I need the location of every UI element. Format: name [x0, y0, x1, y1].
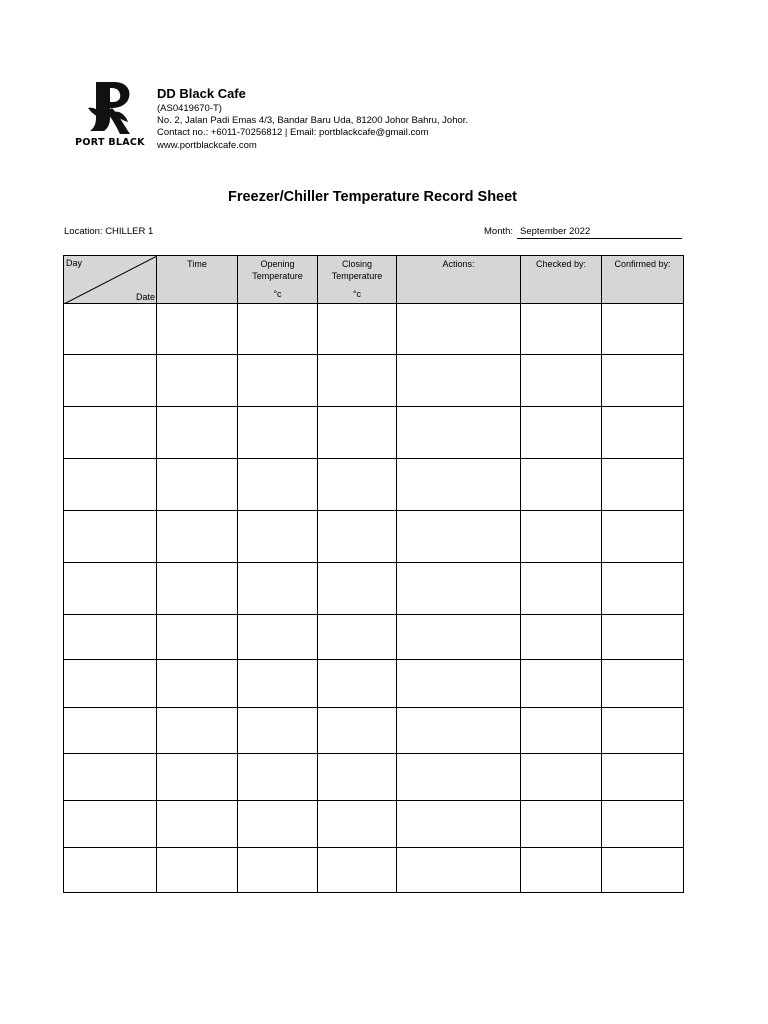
checked-by-cell[interactable]	[521, 708, 602, 754]
day-date-cell[interactable]	[64, 304, 157, 355]
company-address: No. 2, Jalan Padi Emas 4/3, Bandar Baru Uda, 81200 Johor Bahru, Johor.	[157, 115, 469, 127]
checked-by-cell[interactable]	[521, 754, 602, 801]
opening-temp-cell[interactable]	[238, 848, 318, 893]
closing-temp-cell[interactable]	[318, 407, 397, 459]
port-black-logo-mark	[84, 78, 136, 136]
checked-by-cell[interactable]	[521, 304, 602, 355]
closing-temp-cell[interactable]	[318, 511, 397, 563]
table-row	[64, 708, 684, 754]
confirmed-by-cell[interactable]	[602, 563, 684, 615]
opening-unit: °c	[273, 289, 282, 299]
table-row	[64, 304, 684, 355]
location-label: Location: CHILLER 1	[64, 226, 154, 237]
table-body	[64, 304, 684, 893]
day-date-cell[interactable]	[64, 563, 157, 615]
actions-cell[interactable]	[397, 407, 521, 459]
day-date-cell[interactable]	[64, 615, 157, 660]
opening-temperature-header	[238, 256, 318, 304]
day-date-cell[interactable]	[64, 660, 157, 708]
day-date-cell[interactable]	[64, 848, 157, 893]
actions-cell[interactable]	[397, 801, 521, 848]
time-cell[interactable]	[157, 355, 238, 407]
day-date-cell[interactable]	[64, 511, 157, 563]
opening-temp-cell[interactable]	[238, 754, 318, 801]
day-label: Day	[66, 258, 83, 268]
opening-temperature-label: Temperature	[252, 271, 303, 281]
table-row	[64, 407, 684, 459]
confirmed-by-label: Confirmed by:	[614, 259, 671, 269]
opening-temp-cell[interactable]	[238, 511, 318, 563]
checked-by-cell[interactable]	[521, 660, 602, 708]
closing-temp-cell[interactable]	[318, 355, 397, 407]
confirmed-by-cell[interactable]	[602, 801, 684, 848]
checked-by-cell[interactable]	[521, 801, 602, 848]
confirmed-by-cell[interactable]	[602, 304, 684, 355]
day-date-cell[interactable]	[64, 459, 157, 511]
actions-cell[interactable]	[397, 304, 521, 355]
closing-temp-cell[interactable]	[318, 848, 397, 893]
table-row	[64, 511, 684, 563]
month-label: Month:	[484, 226, 514, 237]
time-cell[interactable]	[157, 708, 238, 754]
date-label: Date	[135, 292, 155, 302]
time-cell[interactable]	[157, 511, 238, 563]
closing-label: Closing	[341, 259, 372, 269]
time-cell[interactable]	[157, 848, 238, 893]
closing-temperature-header	[318, 256, 397, 304]
closing-temp-cell[interactable]	[318, 708, 397, 754]
checked-by-cell[interactable]	[521, 848, 602, 893]
opening-temp-cell[interactable]	[238, 407, 318, 459]
closing-temp-cell[interactable]	[318, 754, 397, 801]
actions-cell[interactable]	[397, 615, 521, 660]
checked-by-cell[interactable]	[521, 563, 602, 615]
temperature-record-table	[63, 255, 684, 893]
closing-temp-cell[interactable]	[318, 801, 397, 848]
opening-temp-cell[interactable]	[238, 459, 318, 511]
actions-cell[interactable]	[397, 563, 521, 615]
time-cell[interactable]	[157, 801, 238, 848]
opening-temp-cell[interactable]	[238, 615, 318, 660]
checked-by-cell[interactable]	[521, 615, 602, 660]
closing-temp-cell[interactable]	[318, 459, 397, 511]
actions-cell[interactable]	[397, 660, 521, 708]
company-name: DD Black Cafe	[157, 86, 246, 101]
time-cell[interactable]	[157, 407, 238, 459]
table-row	[64, 459, 684, 511]
opening-temp-cell[interactable]	[238, 355, 318, 407]
day-date-cell[interactable]	[64, 801, 157, 848]
checked-by-cell[interactable]	[521, 407, 602, 459]
table-row	[64, 848, 684, 893]
closing-temp-cell[interactable]	[318, 304, 397, 355]
opening-temp-cell[interactable]	[238, 660, 318, 708]
actions-label: Actions:	[442, 259, 475, 269]
confirmed-by-cell[interactable]	[602, 459, 684, 511]
time-cell[interactable]	[157, 563, 238, 615]
company-contact: Contact no.: +6011-70256812 | Email: portblackcafe@gmail.com	[157, 127, 429, 139]
confirmed-by-cell[interactable]	[602, 615, 684, 660]
actions-cell[interactable]	[397, 511, 521, 563]
sheet-title: Freezer/Chiller Temperature Record Sheet	[227, 189, 518, 205]
actions-cell[interactable]	[397, 459, 521, 511]
actions-header	[397, 256, 521, 304]
checked-by-cell[interactable]	[521, 355, 602, 407]
time-cell[interactable]	[157, 304, 238, 355]
time-header	[157, 256, 238, 304]
actions-cell[interactable]	[397, 708, 521, 754]
table-row	[64, 754, 684, 801]
confirmed-by-cell[interactable]	[602, 355, 684, 407]
confirmed-by-cell[interactable]	[602, 660, 684, 708]
opening-temp-cell[interactable]	[238, 801, 318, 848]
time-cell[interactable]	[157, 754, 238, 801]
month-field[interactable]: September 2022	[517, 224, 682, 239]
confirmed-by-cell[interactable]	[602, 511, 684, 563]
opening-label: Opening	[260, 259, 295, 269]
day-date-cell[interactable]	[64, 407, 157, 459]
closing-unit: °c	[352, 289, 362, 299]
confirmed-by-cell[interactable]	[602, 407, 684, 459]
day-date-cell[interactable]	[64, 708, 157, 754]
confirmed-by-cell[interactable]	[602, 754, 684, 801]
company-info	[157, 86, 468, 152]
confirmed-by-cell[interactable]	[602, 708, 684, 754]
checked-by-label: Checked by:	[535, 259, 587, 269]
table-row	[64, 801, 684, 848]
logo	[72, 78, 148, 152]
table-header-row	[64, 256, 684, 304]
confirmed-by-cell[interactable]	[602, 848, 684, 893]
opening-temp-cell[interactable]	[238, 304, 318, 355]
day-date-cell[interactable]	[64, 355, 157, 407]
closing-temp-cell[interactable]	[318, 615, 397, 660]
day-date-cell[interactable]	[64, 754, 157, 801]
actions-cell[interactable]	[397, 848, 521, 893]
company-website: www.portblackcafe.com	[157, 139, 257, 151]
table-row	[64, 355, 684, 407]
confirmed-by-header	[602, 256, 684, 304]
time-cell[interactable]	[157, 615, 238, 660]
table-row	[64, 660, 684, 708]
table-row	[64, 563, 684, 615]
checked-by-cell[interactable]	[521, 511, 602, 563]
actions-cell[interactable]	[397, 355, 521, 407]
day-date-header	[64, 256, 157, 304]
logo-brand-text: PORT BLACK	[75, 137, 145, 148]
checked-by-header	[521, 256, 602, 304]
time-cell[interactable]	[157, 459, 238, 511]
closing-temp-cell[interactable]	[318, 563, 397, 615]
closing-temp-cell[interactable]	[318, 660, 397, 708]
company-reg: (AS0419670-T)	[157, 103, 222, 114]
table-row	[64, 615, 684, 660]
time-cell[interactable]	[157, 660, 238, 708]
actions-cell[interactable]	[397, 754, 521, 801]
opening-temp-cell[interactable]	[238, 563, 318, 615]
time-label: Time	[187, 259, 207, 269]
opening-temp-cell[interactable]	[238, 708, 318, 754]
closing-temperature-label: Temperature	[331, 271, 383, 281]
checked-by-cell[interactable]	[521, 459, 602, 511]
